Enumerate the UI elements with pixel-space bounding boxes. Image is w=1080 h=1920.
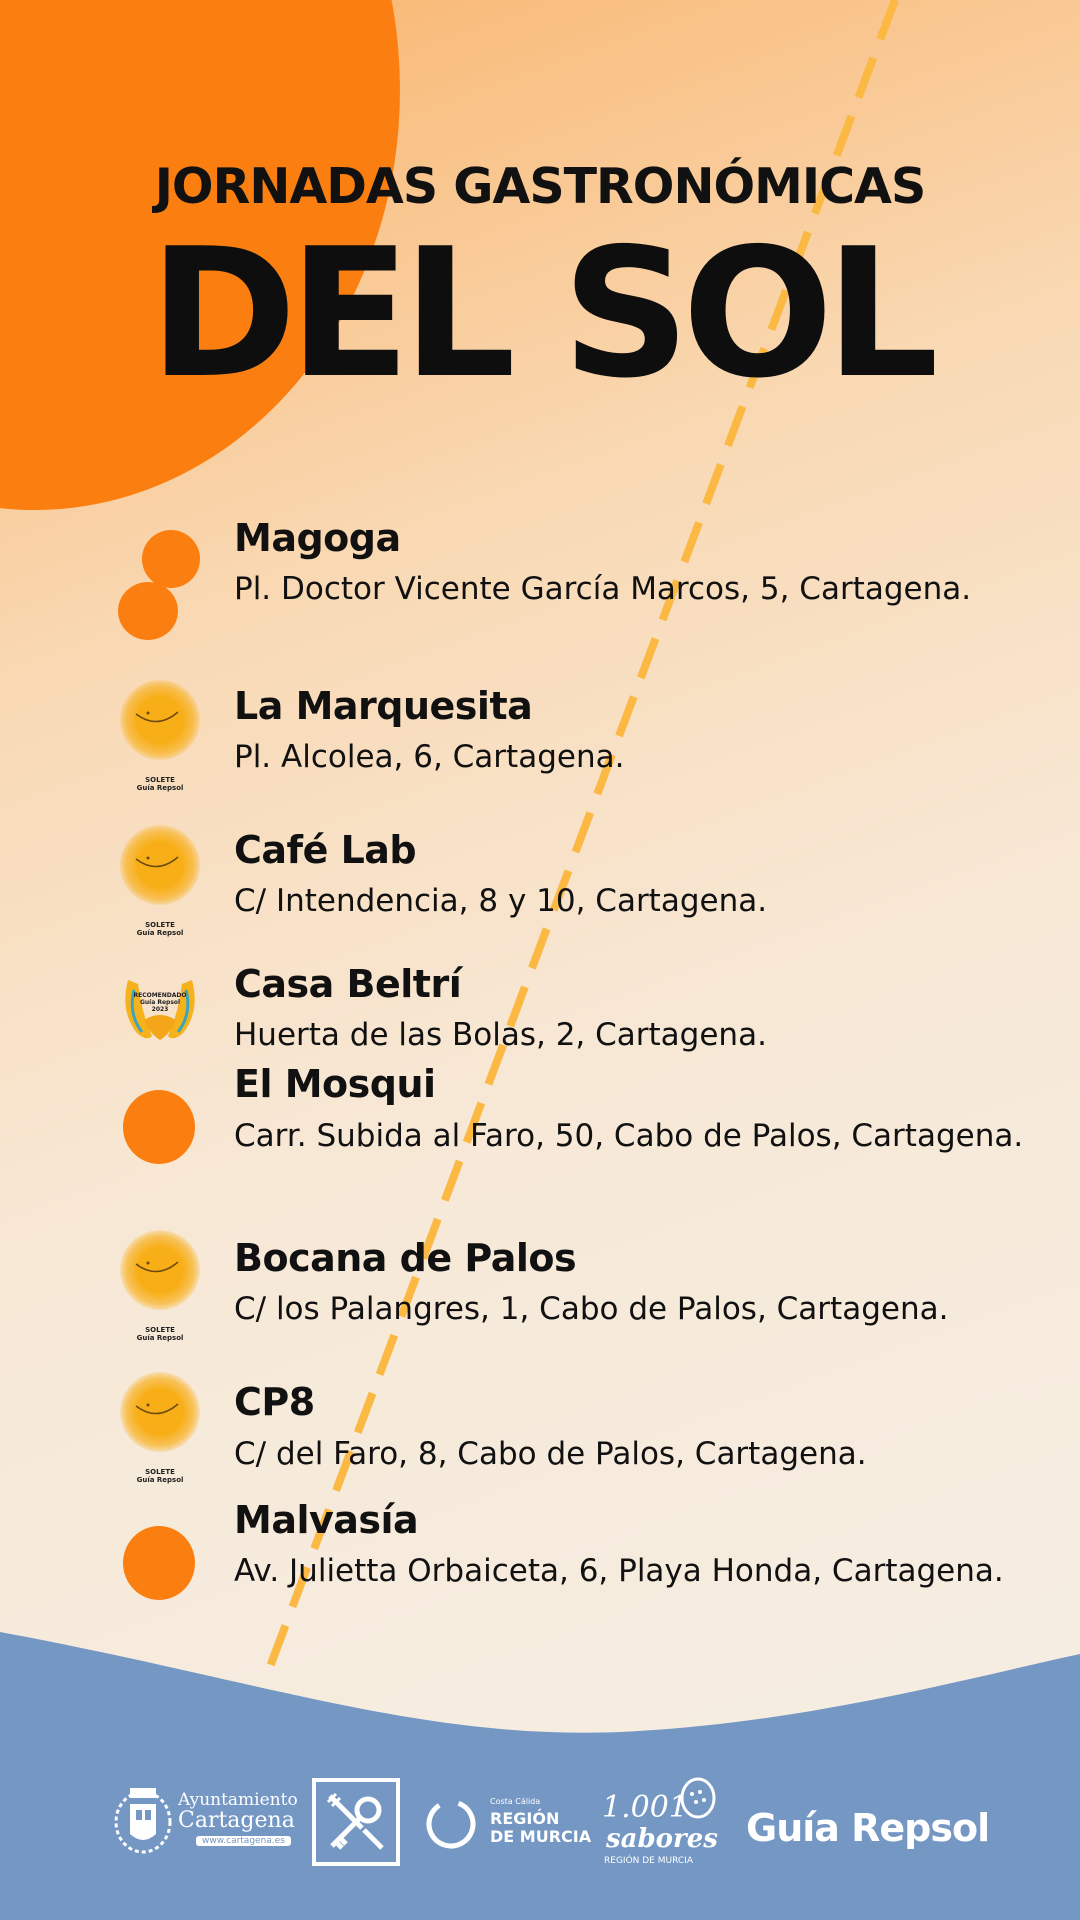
solete-badge-icon: SOLETE Guía Repsol [118,1372,202,1492]
solete-badge-icon: SOLETE Guía Repsol [118,680,202,800]
restaurant-name: Magoga [234,516,401,560]
restaurant-address: C/ del Faro, 8, Cabo de Palos, Cartagena. [234,1436,867,1472]
solete-badge-icon: SOLETE Guía Repsol [118,825,202,945]
fork-key-logo [312,1778,400,1866]
ayuntamiento-cartagena-logo: Ayuntamiento Cartagena www.cartagena.es [112,1782,292,1854]
restaurant-address: C/ Intendencia, 8 y 10, Cartagena. [234,883,768,919]
orange-sun-icon [118,1090,202,1210]
restaurant-name: El Mosqui [234,1062,436,1106]
restaurant-name: La Marquesita [234,684,533,728]
restaurant-address: Carr. Subida al Faro, 50, Cabo de Palos, Cartagena. [234,1118,1024,1154]
orange-sun-icon [118,528,202,648]
restaurant-address: C/ los Palangres, 1, Cabo de Palos, Cartagena. [234,1291,949,1327]
coat-of-arms-icon [112,1782,174,1854]
restaurant-name: Bocana de Palos [234,1236,577,1280]
mil-sabores-logo: 1.001 sabores REGIÓN DE MURCIA [600,1776,720,1868]
solete-badge-icon: SOLETE Guía Repsol [118,1230,202,1350]
guia-repsol-logo: Guía Repsol [746,1806,990,1850]
restaurant-name: Casa Beltrí [234,962,462,1006]
fork-key-icon [322,1788,390,1856]
restaurant-address: Av. Julietta Orbaiceta, 6, Playa Honda, Cartagena. [234,1553,1004,1589]
event-subtitle: JORNADAS GASTRONÓMICAS [154,158,926,215]
event-title: DEL SOL [149,210,931,417]
footer-wave [0,1620,1080,1920]
region-ring-icon [424,1797,478,1851]
recomendado-badge-icon: RECOMENDADO Guía Repsol 2023 [118,970,202,1050]
fruit-icon [678,1776,718,1820]
restaurant-address: Huerta de las Bolas, 2, Cartagena. [234,1017,767,1053]
restaurant-name: Malvasía [234,1498,419,1542]
restaurant-name: CP8 [234,1380,315,1424]
restaurant-address: Pl. Doctor Vicente García Marcos, 5, Cartagena. [234,571,972,607]
restaurant-address: Pl. Alcolea, 6, Cartagena. [234,739,625,775]
region-murcia-logo: Costa Cálida REGIÓN DE MURCIA [424,1793,594,1853]
restaurant-name: Café Lab [234,828,417,872]
